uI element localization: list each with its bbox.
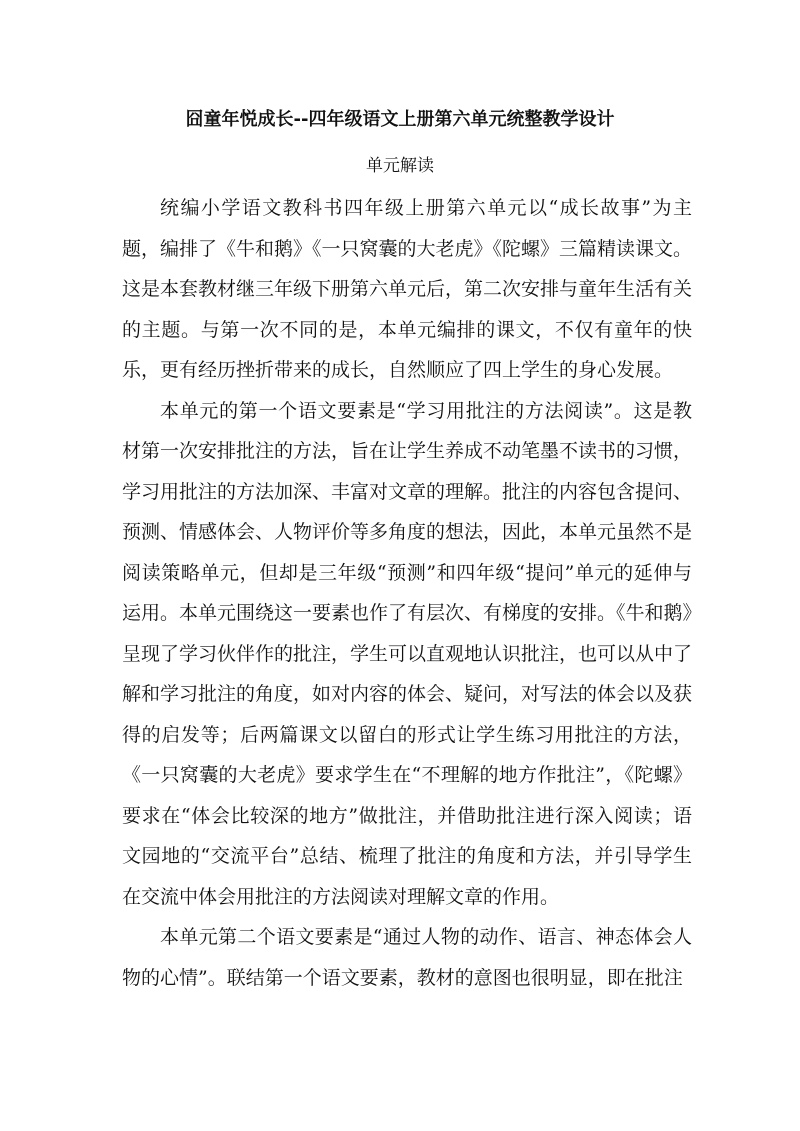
paragraph-3: 本单元第二个语文要素是“通过人物的动作、语言、神态体会人物的心情”。联结第一个语文要素，教材的意图也很明显，即在批注 [122, 926, 692, 989]
paragraph-2: 本单元的第一个语文要素是“学习用批注的方法阅读”。这是教材第一次安排批注的方法，旨在让学生养成不动笔墨不读书的习惯，学习用批注的方法加深、丰富对文章的理解。批注的内容包含提问、预测、情感体会、人物评价等多角度的想法，因此，本单元虽然不是阅读策略单元，但却是三年级“预测”和四年级“提问”单元的延伸与运用。本单元围绕这一要素也作了有层次、有梯度的安排。《牛和鹅》呈现了学习伙伴作的批注，学生可以直观地认识批注，也可以从中了解和学习批注的角度，如对内容的体会、疑问，对写法的体会以及获得的启发等；后两篇课文以留白的形式让学生练习用批注的方法，《一只窝囊的大老虎》要求学生在“不理解的地方作批注”，《陀螺》要求在“体会比较深的地方”做批注，并借助批注进行深入阅读；语文园地的“交流平台”总结、梳理了批注的角度和方法，并引导学生在交流中体会用批注的方法阅读对理解文章的作用。 [122, 399, 693, 908]
paragraph-1: 统编小学语文教科书四年级上册第六单元以“成长故事”为主题，编排了《牛和鹅》《一只窝囊的大老虎》《陀螺》三篇精读课文。这是本套教材继三年级下册第六单元后，第二次安排与童年生活有关的主题。与第一次不同的是，本单元编排的课文，不仅有童年的快乐，更有经历挫折带来的成长，自然顺应了四上学生的身心发展。 [122, 197, 693, 381]
document-body [122, 188, 692, 998]
section-heading: 单元解读 [366, 156, 434, 176]
document-title: 囧童年悦成长--四年级语文上册第六单元统整教学设计 [185, 109, 615, 130]
